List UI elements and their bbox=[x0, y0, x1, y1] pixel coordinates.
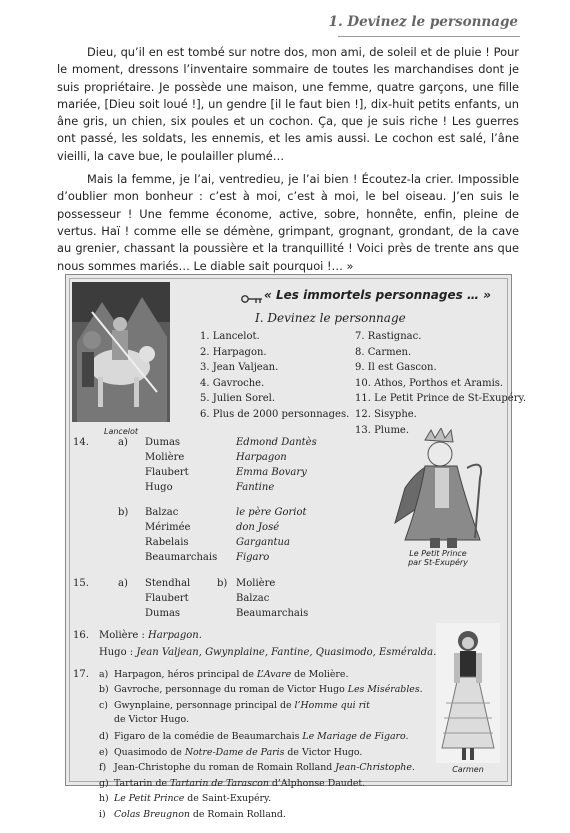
q17-item-continuation: de Victor Hugo. bbox=[114, 714, 189, 726]
caption-line: Le Petit Prince bbox=[409, 549, 467, 558]
q17-item-label: b) bbox=[99, 684, 109, 696]
list-item: 2. Harpagon. bbox=[200, 346, 267, 358]
q17-item bbox=[99, 809, 286, 820]
q14b-work: don José bbox=[236, 522, 280, 533]
key-icon bbox=[241, 289, 263, 308]
q17-item bbox=[99, 731, 409, 742]
q14a-author: Dumas bbox=[145, 437, 181, 448]
q15-number: 15. bbox=[73, 578, 89, 589]
q17-item-text: Gwynplaine, personnage principal de bbox=[114, 699, 295, 711]
list-item: 13. Plume. bbox=[355, 424, 410, 436]
q17-item bbox=[99, 793, 271, 804]
q17-item bbox=[99, 762, 415, 773]
q17-item-text: Tartarin de bbox=[114, 777, 170, 789]
list-item: 4. Gavroche. bbox=[200, 377, 265, 389]
q14a-label: a) bbox=[118, 437, 128, 448]
paragraph-2: Mais la femme, je l’ai, ventredieu, je l’ai bien ! Écoutez-la crier. Impossible d’oublier mon bonheur : c’est à moi, c’est à moi, le bel oiseau. J’en suis le possesseur ! Une femme économe, active, sobre, honnête, enfin, pleine de vertus. Haï ! comme elle se démène, grimpant, grognant, grondant, de la cave au grenier, chassant la poussière et la tranquillité ! Voici près de trente ans que nous sommes mariés… Le diable sait pourquoi !… » bbox=[57, 172, 519, 273]
q17-item-label: d) bbox=[99, 730, 109, 742]
q17-item-text: de Saint-Exupéry. bbox=[184, 793, 272, 805]
q17-item-label: h) bbox=[99, 793, 109, 805]
q17-item bbox=[99, 778, 365, 789]
list-item: 3. Jean Valjean. bbox=[200, 362, 279, 374]
carmen-illustration bbox=[436, 623, 500, 763]
header-rule bbox=[338, 36, 520, 37]
q17-item-text: de Victor Hugo. bbox=[284, 747, 363, 758]
q14a-work: Harpagon bbox=[236, 452, 287, 463]
q16-characters: Jean Valjean, Gwynplaine, Fantine, Quasimodo, Esméralda. bbox=[136, 647, 437, 658]
page-header-title: 1. Devinez le personnage bbox=[328, 14, 518, 30]
box-title: « Les immortels personnages … » bbox=[264, 288, 491, 302]
lancelot-illustration bbox=[72, 282, 170, 422]
q14b-work: Gargantua bbox=[236, 537, 290, 548]
q15b-item: Balzac bbox=[236, 593, 270, 604]
q14b-work: le père Goriot bbox=[236, 507, 307, 518]
q17-item-text: Harpagon, héros principal de bbox=[114, 669, 257, 680]
q14a-author: Molière bbox=[145, 452, 185, 463]
q17-item-text: de Molière. bbox=[291, 669, 349, 680]
q16-character: Harpagon. bbox=[148, 630, 202, 641]
q17-item-text: Le Petit Prince bbox=[114, 793, 185, 805]
carmen-caption: Carmen bbox=[452, 765, 484, 774]
q17-item-label: e) bbox=[99, 747, 109, 758]
petit-prince-caption bbox=[388, 549, 488, 567]
q14a-work: Edmond Dantès bbox=[236, 437, 317, 448]
q14b-author: Balzac bbox=[145, 507, 179, 518]
box-subtitle: I. Devinez le personnage bbox=[255, 311, 406, 325]
q17-item-text: d’Alphonse Daudet. bbox=[268, 777, 366, 789]
q17-item-label: c) bbox=[99, 699, 108, 711]
list-item: 9. Il est Gascon. bbox=[355, 362, 437, 374]
answer-list-left bbox=[200, 329, 349, 423]
q17-item-text: de Romain Rolland. bbox=[189, 808, 286, 820]
q17-item-text: Tartarin de Tarascon bbox=[169, 777, 269, 789]
q17-item bbox=[99, 747, 362, 758]
list-item: 8. Carmen. bbox=[355, 346, 412, 358]
q17-item-text: Les Misérables. bbox=[347, 684, 423, 696]
q16-line-1 bbox=[99, 630, 202, 641]
q17-item-text: Le Mariage de Figaro. bbox=[302, 730, 409, 742]
q17-item-text: Gavroche, personnage du roman de Victor Hugo bbox=[114, 684, 348, 696]
q15b-item: Beaumarchais bbox=[236, 608, 309, 619]
q14a-author: Hugo bbox=[145, 482, 173, 493]
q17-item bbox=[99, 669, 348, 680]
q17-item-text: Colas Breugnon bbox=[114, 808, 190, 820]
q15a-label: a) bbox=[118, 578, 128, 589]
q16-author: Hugo : bbox=[99, 647, 137, 658]
q14a-work: Fantine bbox=[236, 482, 275, 493]
q14b-label: b) bbox=[118, 507, 129, 518]
q15b-label: b) bbox=[217, 578, 228, 589]
list-item: 10. Athos, Porthos et Aramis. bbox=[355, 377, 504, 389]
q14-number: 14. bbox=[73, 437, 89, 448]
list-item: 12. Sisyphe. bbox=[355, 408, 417, 420]
list-item: 7. Rastignac. bbox=[355, 331, 422, 342]
lancelot-caption: Lancelot bbox=[103, 427, 138, 436]
q17-item-label: a) bbox=[99, 669, 109, 680]
q17-item-text: l’Homme qui rit bbox=[294, 699, 370, 711]
q17-item-text: Jean-Christophe du roman de Romain Rolland bbox=[114, 762, 336, 774]
paragraph-1: Dieu, qu’il en est tombé sur notre dos, mon ami, de soleil et de pluie ! Pour le moment, dressons l’inventaire sommaire de toutes les marchandises dont je suis propriétaire. Je possède une maison, une femme, quatre garçons, une fille mariée, [Dieu soit loué !], un gendre [il le faut bien !], dix-huit petits enfants, un âne gris, un chien, six poules et un cochon. Ça, que je suis riche ! Les guerres ont passé, les soldats, les ennemis, et les amis aussi. Le cochon est salé, l’âne vieilli, la cave bue, le poulailler plumé… bbox=[57, 45, 519, 163]
q17-item-text: Jean-Christophe. bbox=[335, 762, 415, 774]
list-item: 1. Lancelot. bbox=[200, 331, 260, 342]
q17-item-text: Notre-Dame de Paris bbox=[184, 747, 285, 758]
answer-list-right bbox=[355, 329, 526, 438]
q17-item bbox=[99, 684, 423, 695]
q17-item-label: g) bbox=[99, 777, 109, 789]
q17-item bbox=[99, 700, 370, 711]
caption-line: par St-Exupéry bbox=[408, 558, 468, 567]
q17-item-label: i) bbox=[99, 808, 106, 820]
petit-prince-illustration bbox=[385, 428, 495, 550]
q15a-item: Stendhal bbox=[145, 578, 191, 589]
q14a-author: Flaubert bbox=[145, 467, 189, 478]
q14b-author: Mérimée bbox=[145, 522, 191, 533]
body-text bbox=[57, 44, 519, 275]
list-item: 5. Julien Sorel. bbox=[200, 393, 276, 405]
q14a-work: Emma Bovary bbox=[236, 467, 307, 478]
q15a-item: Dumas bbox=[145, 608, 181, 619]
q17-item-text: Quasimodo de bbox=[114, 747, 185, 758]
q15b-item: Molière bbox=[236, 578, 276, 589]
q17-item-text: Figaro de la comédie de Beaumarchais bbox=[114, 730, 303, 742]
q16-author: Molière : bbox=[99, 630, 148, 641]
q14b-author: Beaumarchais bbox=[145, 552, 218, 563]
q17-item-text: L’Avare bbox=[256, 669, 292, 680]
q16-line-2 bbox=[99, 647, 436, 658]
list-item: 6. Plus de 2000 personnages. bbox=[200, 408, 350, 420]
q14b-author: Rabelais bbox=[145, 537, 189, 548]
q15a-item: Flaubert bbox=[145, 593, 189, 604]
q16-number: 16. bbox=[73, 630, 89, 641]
q17-number: 17. bbox=[73, 669, 89, 680]
q14b-work: Figaro bbox=[236, 552, 270, 563]
list-item: 11. Le Petit Prince de St-Exupéry. bbox=[355, 393, 527, 405]
q17-item-label: f) bbox=[99, 762, 107, 774]
